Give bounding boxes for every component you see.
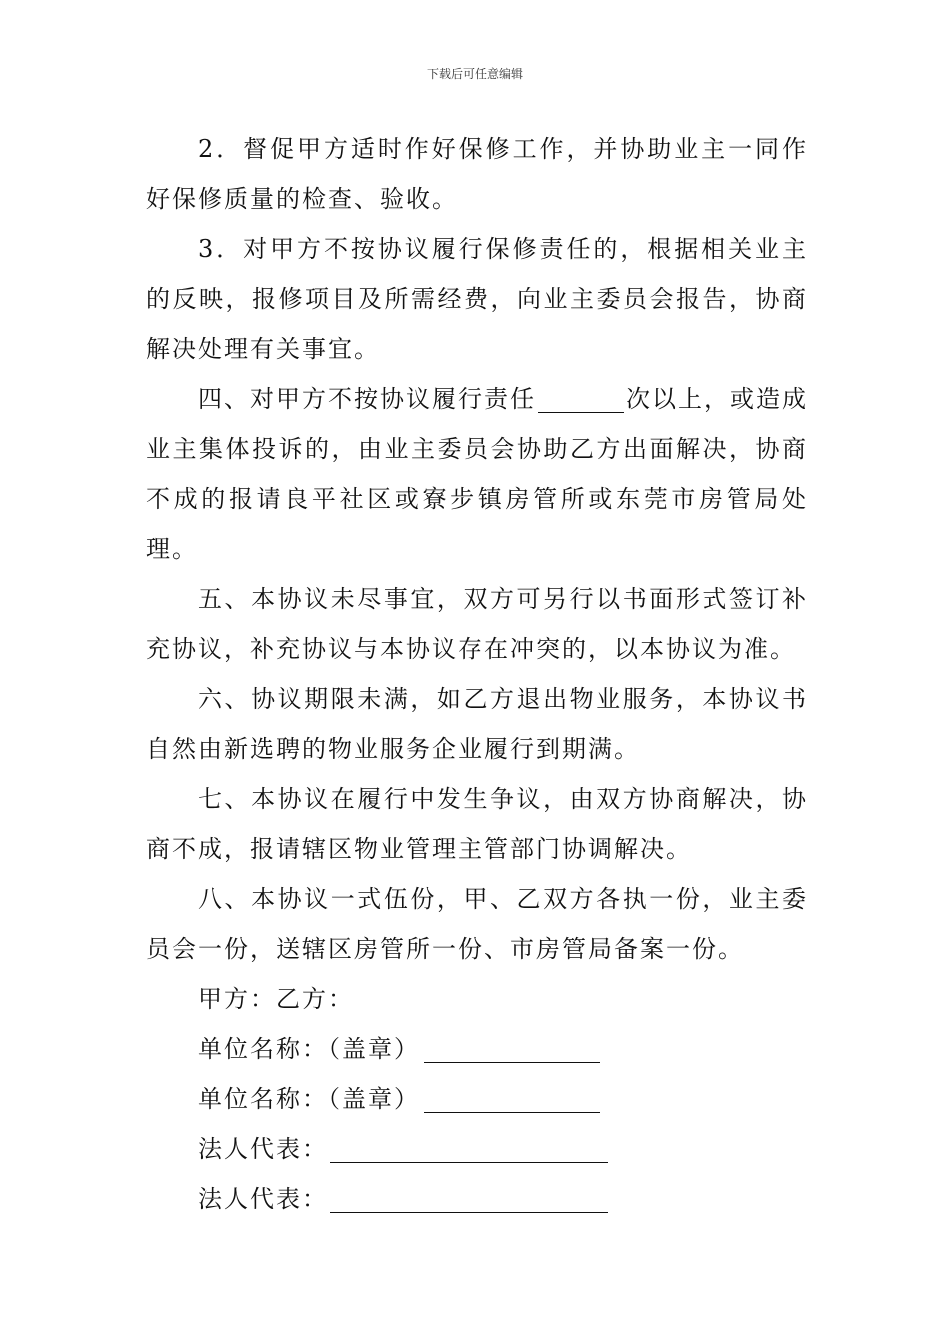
times-blank-line xyxy=(538,382,624,413)
clause-six: 六、协议期限未满，如乙方退出物业服务，本协议书自然由新选聘的物业服务企业履行到期满。 xyxy=(146,685,808,763)
legal-rep-blank-line xyxy=(330,1132,608,1163)
signature-rep-line-2 xyxy=(146,1174,808,1224)
unit-name-blank-line xyxy=(424,1082,600,1113)
legal-rep-label: 法人代表： xyxy=(198,1135,328,1163)
clause-seven: 七、本协议在履行中发生争议，由双方协商解决，协商不成，报请辖区物业管理主管部门协调解决。 xyxy=(146,785,808,863)
clause-four xyxy=(146,374,808,574)
unit-name-label: 单位名称：（盖章） xyxy=(198,1085,420,1113)
signature-unit-line-2 xyxy=(146,1074,808,1124)
paragraph-item-2: 2．督促甲方适时作好保修工作，并协助业主一同作好保修质量的检查、验收。 xyxy=(146,135,808,213)
clause-four-after: 次以上，或造成业主集体投诉的，由业主委员会协助乙方出面解决，协商不成的报请良平社区或寮步镇房管所或东莞市房管局处理。 xyxy=(146,385,808,563)
signature-rep-line-1 xyxy=(146,1124,808,1174)
clause-four-before: 四、对甲方不按协议履行责任 xyxy=(198,385,536,413)
unit-name-label: 单位名称：（盖章） xyxy=(198,1035,420,1063)
paragraph-item-3: 3．对甲方不按协议履行保修责任的，根据相关业主的反映，报修项目及所需经费，向业主委员会报告，协商解决处理有关事宜。 xyxy=(146,235,808,363)
signature-unit-line-1 xyxy=(146,1024,808,1074)
legal-rep-label: 法人代表： xyxy=(198,1185,328,1213)
document-body xyxy=(146,124,808,1224)
page-header-note: 下载后可任意编辑 xyxy=(426,67,523,81)
signature-parties: 甲方：乙方： xyxy=(198,985,354,1013)
clause-eight: 八、本协议一式伍份，甲、乙双方各执一份，业主委员会一份，送辖区房管所一份、市房管局备案一份。 xyxy=(146,885,808,963)
clause-five: 五、本协议未尽事宜，双方可另行以书面形式签订补充协议，补充协议与本协议存在冲突的，以本协议为准。 xyxy=(146,585,808,663)
unit-name-blank-line xyxy=(424,1032,600,1063)
legal-rep-blank-line xyxy=(330,1182,608,1213)
